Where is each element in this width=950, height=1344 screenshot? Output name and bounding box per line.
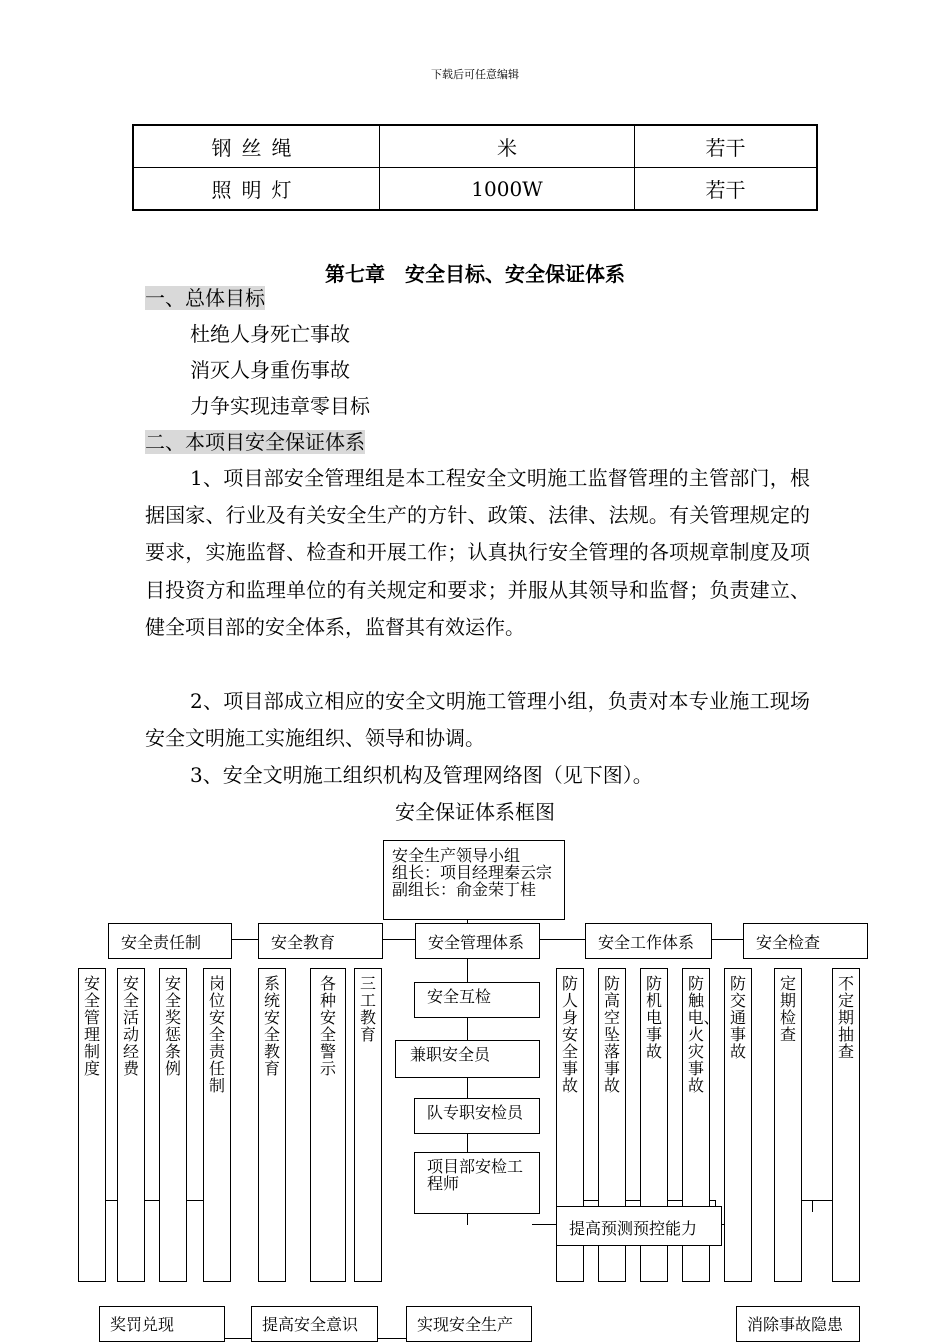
vbox-inspection xyxy=(774,968,802,1282)
paragraph: 1、项目部安全管理组是本工程安全文明施工监督管理的主管部门，根据国家、行业及有关安全生产的方针、政策、法律、法规。有关管理规定的要求，实施监督、检查和开展工作；认真执行安全管理的各项规章制度及项目投资方和监理单位的有关规定和要求；并服从其领导和监督；负责建立、健全项目部的安全体系，监督其有效运作。 xyxy=(145,466,810,639)
box-fulltime-inspector: 队专职安检员 xyxy=(414,1098,540,1134)
table-row xyxy=(133,125,817,168)
leader-title: 安全生产领导小组 xyxy=(392,846,521,865)
table-cell: 1000W xyxy=(380,168,635,211)
vbox-label: 安全奖惩条例 xyxy=(164,974,181,1078)
goal-item: 杜绝人身死亡事故 xyxy=(190,322,350,346)
box-education: 安全教育 xyxy=(258,923,383,959)
vbox-label: 防交通事故 xyxy=(729,974,746,1061)
section-heading: 二、本项目安全保证体系 xyxy=(145,430,365,454)
material-table xyxy=(132,124,818,211)
vbox-label: 定期检查 xyxy=(779,974,796,1044)
box-management-system: 安全管理体系 xyxy=(415,923,540,959)
vbox-responsibility xyxy=(117,968,145,1282)
vbox-responsibility xyxy=(159,968,187,1282)
vbox-responsibility xyxy=(78,968,106,1282)
table-cell: 钢丝绳 xyxy=(133,125,380,168)
box-raise-awareness: 提高安全意识 xyxy=(251,1306,378,1342)
vbox-label: 安全活动经费 xyxy=(122,974,139,1078)
box-reward-punish: 奖罚兑现 xyxy=(99,1306,225,1342)
vbox-responsibility xyxy=(203,968,231,1282)
connector-line xyxy=(532,1224,556,1225)
vbox-inspection xyxy=(832,968,860,1282)
vbox-label: 防高空坠落事故 xyxy=(603,974,620,1095)
box-inspection: 安全检查 xyxy=(743,923,868,959)
vbox-label: 安全管理制度 xyxy=(83,974,100,1078)
connector-line xyxy=(812,1200,813,1212)
leader-box xyxy=(383,840,565,920)
leader-deputy: 副组长：俞金荣丁桂 xyxy=(392,880,537,899)
box-eliminate-hazards: 消除事故隐患 xyxy=(736,1306,860,1342)
vbox-education xyxy=(354,968,382,1282)
chart-title: 安全保证体系框图 xyxy=(395,800,555,824)
connector-line xyxy=(232,939,258,940)
table-row xyxy=(133,168,817,211)
vbox-label: 防触电、火灾事故 xyxy=(687,974,720,1095)
chapter-title: 第七章 安全目标、安全保证体系 xyxy=(325,262,625,286)
vbox-label: 岗位安全责任制 xyxy=(208,974,225,1095)
box-work-system: 安全工作体系 xyxy=(585,923,712,959)
vbox-education xyxy=(310,968,346,1282)
vbox-education xyxy=(258,968,286,1282)
paragraph: 3、安全文明施工组织机构及管理网络图（见下图）。 xyxy=(190,763,653,787)
box-mutual-check: 安全互检 xyxy=(414,982,540,1018)
vbox-label: 三工教育 xyxy=(359,974,376,1044)
connector-line xyxy=(225,1338,251,1339)
connector-line xyxy=(383,939,415,940)
header-note: 下载后可任意编辑 xyxy=(431,68,519,81)
table-cell: 若干 xyxy=(635,125,818,168)
vbox-label: 防人身安全事故 xyxy=(561,974,578,1095)
box-parttime-officer: 兼职安全员 xyxy=(395,1040,540,1078)
connector-line xyxy=(712,939,743,940)
box-improve-capability: 提高预测预控能力 xyxy=(556,1206,722,1246)
leader-head: 组长：项目经理秦云宗 xyxy=(392,863,553,882)
connector-line xyxy=(378,1338,406,1339)
goal-item: 力争实现违章零目标 xyxy=(190,394,370,418)
table-cell: 若干 xyxy=(635,168,818,211)
table-cell: 照明灯 xyxy=(133,168,380,211)
connector-line xyxy=(540,939,585,940)
paragraph: 2、项目部成立相应的安全文明施工管理小组，负责对本专业施工现场安全文明施工实施组织、领导和协调。 xyxy=(145,689,810,751)
box-achieve-safety: 实现安全生产 xyxy=(406,1306,532,1342)
table-cell: 米 xyxy=(380,125,635,168)
vbox-label: 各种安全警示 xyxy=(319,974,336,1078)
vbox-work xyxy=(724,968,752,1282)
vbox-label: 系统安全教育 xyxy=(263,974,280,1078)
goal-item: 消灭人身重伤事故 xyxy=(190,358,350,382)
vbox-label: 防机电事故 xyxy=(645,974,662,1061)
section-heading: 一、总体目标 xyxy=(145,286,265,310)
vbox-label: 不定期抽查 xyxy=(837,974,854,1061)
box-responsibility: 安全责任制 xyxy=(108,923,232,959)
box-safety-engineer: 项目部安检工程师 xyxy=(414,1152,540,1214)
